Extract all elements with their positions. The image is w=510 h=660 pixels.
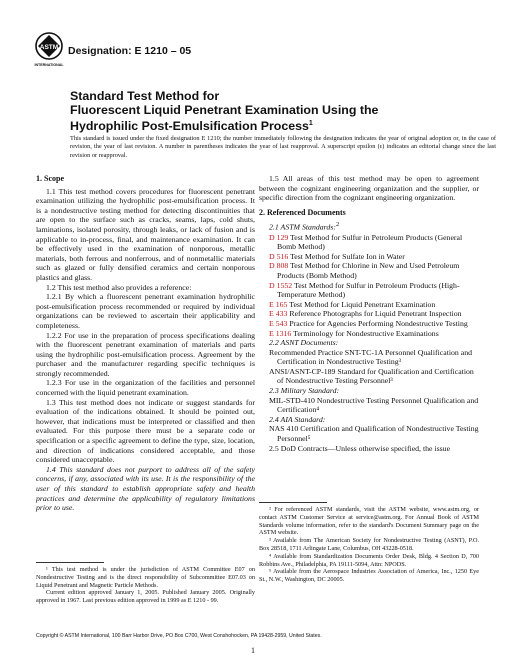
right-column [259,174,479,453]
reference-title: Reference Photographs for Liquid Penetrant Inspection [289,309,462,319]
reference-item [259,252,479,262]
astm-logo [34,32,64,68]
reference-item [259,300,479,310]
reference-title: Practice for Agencies Performing Nondestructive Testing [289,318,468,328]
section-referenced-heading: 2. Referenced Documents [259,207,346,217]
footnote-5: ⁵ Available from the Aerospace Industries Association of America, Inc., 1250 Eye St., N.W., Washington, DC 20005. [259,568,479,584]
footnote-rule-right [259,502,327,503]
asnt-heading: 2.2 ASNT Documents: [269,338,339,348]
reference-item [259,281,479,300]
para-1-1: 1.1 This test method covers procedures for fluorescent penetrant examination utilizing the hydrophilic post-emulsification process. It is a nondestructive testing method for detecting discontinuities that are open to the surface such as cracks, seams, laps, cold shuts, laminations, isolated porosity, through leaks, or lack of fusion and is applicable to in-process, final, and maintenance examination. It can be effectively used in the examination of nonporous, metallic materials, both ferrous and nonferrous, and of nonmetallic materials such as glazed or fully densified ceramics and certain nonporous plastics and glass. [36,186,255,282]
reference-code-link[interactable]: D 1552 [269,280,293,290]
para-1-3: 1.3 This test method does not indicate or suggest standards for evaluation of the indications obtained. It should be pointed out, however, that indications must be interpreted or classified and then evaluated. For this purpose there must be a separate code or specification or a specific agreement to define the type, size, location, and direction of indications considered acceptable, and those considered unacceptable. [36,397,255,465]
reference-code-link[interactable]: D 129 [269,232,289,242]
left-column [36,174,255,513]
document-title [70,89,490,133]
reference-code-link[interactable]: E 1316 [269,328,292,338]
asnt-doc-2: ANSI/ASNT-CP-189 Standard for Qualification and Certification of Nondestructive Testing Personnel³ [269,366,474,386]
reference-title: Test Method for Sulfate Ion in Water [290,251,405,261]
designation: Designation: E 1210 – 05 [68,45,192,57]
para-1-4: 1.4 This standard does not purport to address all of the safety concerns, if any, associated with its use. It is the responsibility of the user of this standard to establish appropriate safety and health practices and determine the applicability of regulatory limitations prior to use. [36,464,255,513]
nas-410: NAS 410 Certification and Qualification of Nondestructive Testing Personnel⁵ [269,424,479,444]
reference-code-link[interactable]: E 543 [269,318,288,328]
military-heading: 2.3 Military Standard: [269,386,340,396]
reference-title: Terminology for Nondestructive Examinations [293,328,439,338]
reference-item [259,329,479,339]
footnote-1-edition: Current edition approved January 1, 2005. Published January 2005. Originally approved in 1967. Last previous edition approved in 1999 as E 1210 - 99. [36,589,255,605]
reference-item [259,319,479,329]
reference-item [259,309,479,319]
reference-code-link[interactable]: E 433 [269,309,288,319]
reference-code-link[interactable]: D 808 [269,261,289,271]
title-line-2: Fluorescent Liquid Penetrant Examination Using the [70,103,379,117]
reference-list [259,233,479,339]
dod-contracts: 2.5 DoD Contracts—Unless otherwise specified, the issue [269,443,451,453]
mil-std-410: MIL-STD-410 Nondestructive Testing Personnel Qualification and Certification⁴ [269,395,479,415]
reference-item [259,261,479,280]
para-1-2-3: 1.2.3 For use in the organization of the facilities and personnel concerned with the liquid penetrant examination. [36,378,255,398]
footnote-3: ³ Available from The American Society for Nondestructive Testing (ASNT), P.O. Box 28518, 1711 Arlingate Lane, Columbus, OH 43228-0518. [259,537,479,552]
title-line-1: Standard Test Method for [70,89,220,103]
footnote-2: ² For referenced ASTM standards, visit the ASTM website, www.astm.org, or contact ASTM Customer Service at service@astm.org. For Annual Book of ASTM Standards volume information, refer to the standard's Document Summary page on the ASTM website. [259,506,479,537]
aia-heading: 2.4 AIA Standard: [269,414,326,424]
reference-code-link[interactable]: D 516 [269,251,289,261]
issue-note: This standard is issued under the fixed designation E 1210; the number immediately following the designation indicates the year of original adoption or, in the case of revision, the year of last revision. A number in parentheses indicates the year of last reapproval. A superscript epsilon (ε) indicates an editorial change since the last revision or reapproval. [70,135,496,159]
reference-item [259,233,479,252]
footnote-rule-left [36,562,104,563]
reference-title: Test Method for Sulfur in Petroleum Products (High-Temperature Method) [277,280,460,300]
footnote-1: ¹ This test method is under the jurisdiction of ASTM Committee E07 on Nondestructive Testing and is the direct responsibility of Subcommittee E07.03 on Liquid Penetrant and Magnetic Particle Methods. [36,566,255,589]
para-1-2: 1.2 This test method also provides a reference: [46,282,192,292]
reference-title: Test Method for Chlorine in New and Used Petroleum Products (Bomb Method) [277,261,460,280]
page-number: 1 [251,646,255,655]
footnotes-left [36,566,255,605]
reference-title: Test Method for Liquid Penetrant Examination [289,299,436,309]
para-1-5: 1.5 All areas of this test method may be open to agreement between the cognizant engineering organization and the supplier, or specific direction from the cognizant engineering organization. [259,174,479,203]
svg-text:ASTM: ASTM [39,44,59,51]
footnote-4: ⁴ Available from Standardization Documents Order Desk, Bldg. 4 Section D, 700 Robbins Ave., Philadelphia, PA 19111-5094, Attn: NPODS. [259,552,479,568]
asnt-doc-1: Recommended Practice SNT-TC-1A Personnel Qualification and Certification in Nondestructive Testing³ [269,347,473,367]
para-1-2-2: 1.2.2 For use in the preparation of process specifications dealing with the fluorescent penetrant examination of materials and parts using the hydrophilic post-emulsification process. Agreement by the purchaser and the manufacturer regarding specific techniques is strongly recommended. [36,330,255,378]
section-scope-heading: 1. Scope [36,174,64,183]
footnotes-right [259,506,479,584]
svg-text:INTERNATIONAL: INTERNATIONAL [34,63,64,67]
reference-code-link[interactable]: E 165 [269,299,288,309]
reference-title: Test Method for Sulfur in Petroleum Products (General Bomb Method) [277,232,463,252]
copyright-line: Copyright © ASTM International, 100 Barr Harbor Drive, PO Box C700, West Conshohocken, PA 19428-2959, United States. [36,633,322,639]
title-line-3: Hydrophilic Post-Emulsification Process$^1$ [70,119,313,134]
astm-standards-heading: 2.1 ASTM Standards:$^2$ [269,221,340,232]
para-1-2-1: 1.2.1 By which a fluorescent penetrant examination hydrophilic post-emulsification process recommended or required by individual organizations can be reviewed to ascertain their applicability and completeness. [36,292,255,330]
